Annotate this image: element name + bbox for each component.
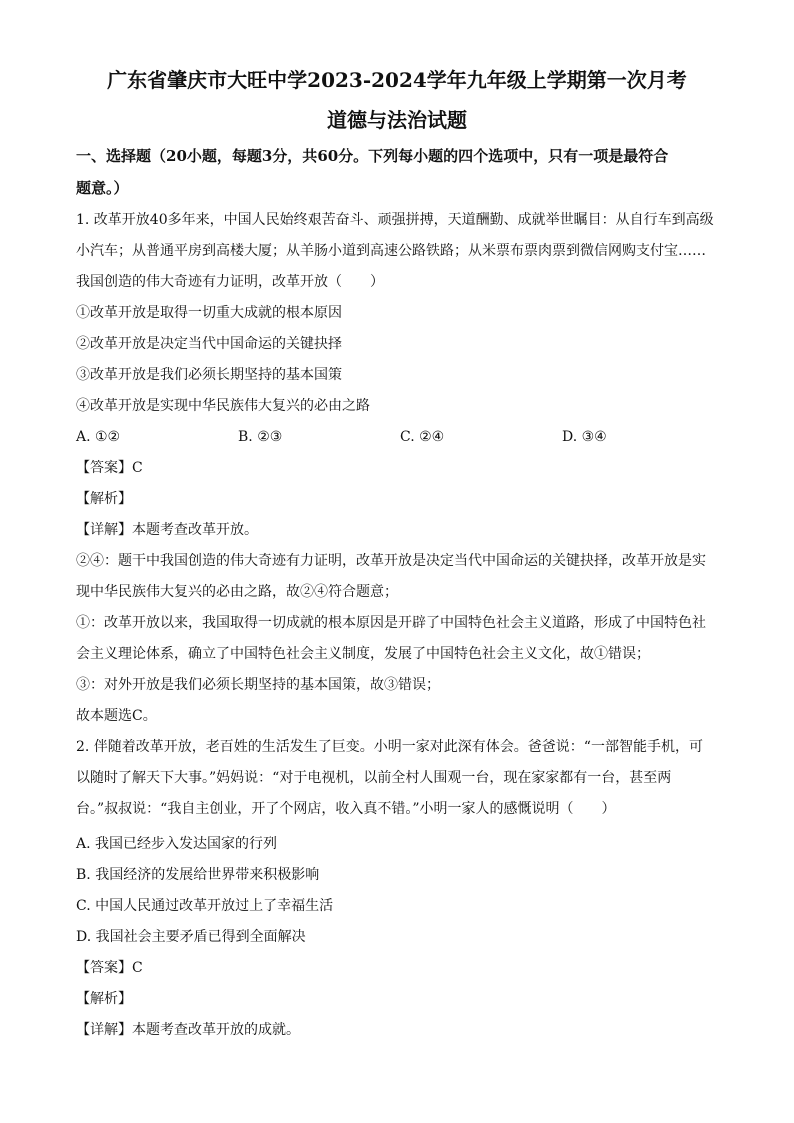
question-2-stem-line-3: 台。”叔叔说：“我自主创业，开了个网店，收入真不错。”小明一家人的感慨说明（ ） [76,801,616,817]
question-1-explanation-1-continued: 现中华民族伟大复兴的必由之路，故②④符合题意； [76,584,398,600]
question-1-option-a: A. ①② [76,429,121,445]
question-1-option-c: C. ②④ [400,429,445,445]
question-1-explanation-2-continued: 会主义理论体系，确立了中国特色社会主义制度，发展了中国特色社会主义文化，故①错误； [76,646,650,662]
question-1-answer: 【答案】C [76,460,143,476]
question-1-explanation-2: ①：改革开放以来，我国取得一切成就的根本原因是开辟了中国特色社会主义道路，形成了中国特色社 [76,615,706,631]
question-1-detail: 【详解】本题考查改革开放。 [76,522,258,538]
question-1-stem-line-2: 小汽车；从普通平房到高楼大厦；从羊肠小道到高速公路铁路；从米票布票肉票到微信网购支付宝…… [76,243,706,259]
document-title: 广东省肇庆市大旺中学2023-2024学年九年级上学期第一次月考 [107,68,687,92]
section-heading: 一、选择题（20小题，每题3分，共60分。下列每小题的四个选项中，只有一项是最符合 [76,147,669,165]
question-1-statement-3: ③改革开放是我们必须长期坚持的基本国策 [76,367,342,383]
question-1-analysis-label: 【解析】 [76,491,132,507]
document-subtitle: 道德与法治试题 [327,108,467,132]
question-2-answer: 【答案】C [76,960,143,976]
question-1-conclusion: 故本题选C。 [76,708,157,724]
question-1-stem-line-3: 我国创造的伟大奇迹有力证明，改革开放（ ） [76,274,384,290]
question-2-option-a: A. 我国已经步入发达国家的行列 [76,836,278,852]
question-2-option-b: B. 我国经济的发展给世界带来积极影响 [76,867,320,883]
question-1-explanation-1: ②④：题干中我国创造的伟大奇迹有力证明，改革开放是决定当代中国命运的关键抉择，改革开放是实 [76,553,706,569]
question-2-stem-line-2: 以随时了解天下大事。”妈妈说：“对于电视机，以前全村人围观一台，现在家家都有一台，甚至两 [76,770,672,786]
question-1-statement-4: ④改革开放是实现中华民族伟大复兴的必由之路 [76,398,370,414]
question-1-statement-1: ①改革开放是取得一切重大成就的根本原因 [76,305,342,321]
section-heading-continued: 题意。） [76,179,129,197]
question-2-analysis-label: 【解析】 [76,991,132,1007]
question-2-detail: 【详解】本题考查改革开放的成就。 [76,1022,300,1038]
question-1-explanation-3: ③：对外开放是我们必须长期坚持的基本国策，故③错误； [76,677,440,693]
question-1-option-b: B. ②③ [238,429,283,445]
question-1-stem: 1. 改革开放40多年来，中国人民始终艰苦奋斗、顽强拼搏，天道酬勤、成就举世瞩目：从自行车到高级 [76,212,714,228]
question-2-option-c: C. 中国人民通过改革开放过上了幸福生活 [76,898,334,914]
question-1-statement-2: ②改革开放是决定当代中国命运的关键抉择 [76,336,342,352]
question-2-option-d: D. 我国社会主要矛盾已得到全面解决 [76,929,306,945]
question-2-stem: 2. 伴随着改革开放，老百姓的生活发生了巨变。小明一家对此深有体会。爸爸说：“一部智能手机，可 [76,739,703,755]
question-1-option-d: D. ③④ [562,429,607,445]
